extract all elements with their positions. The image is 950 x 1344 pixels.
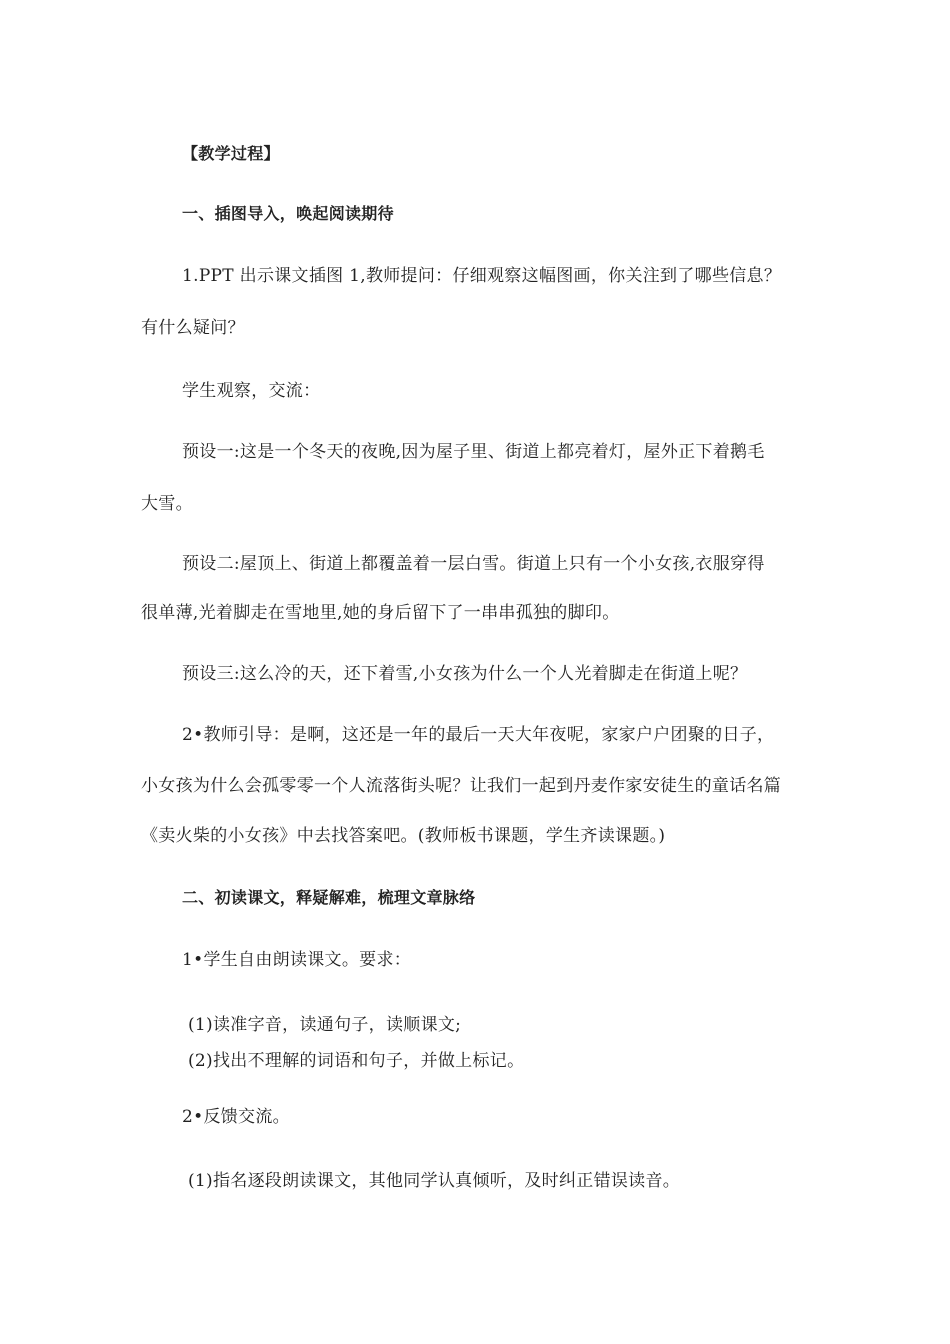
part2-requirement2: (2)找出不理解的词语和句子，并做上标记。 bbox=[188, 1051, 525, 1071]
part1-paragraph2: 学生观察，交流： bbox=[182, 381, 321, 401]
part1-paragraph3-line2: 大雪。 bbox=[141, 494, 193, 514]
part1-heading: 一、插图导入，唤起阅读期待 bbox=[182, 204, 394, 223]
part1-paragraph6-line2: 小女孩为什么会孤零零一个人流落街头呢？让我们一起到丹麦作家安徒生的童话名篇 bbox=[141, 776, 782, 796]
part2-paragraph3: (1)指名逐段朗读课文，其他同学认真倾听，及时纠正错误读音。 bbox=[188, 1171, 681, 1191]
part2-paragraph1: 1•学生自由朗读课文。要求： bbox=[182, 950, 412, 970]
part1-paragraph6-line1: 2•教师引导：是啊，这还是一年的最后一天大年夜呢，家家户户团聚的日子， bbox=[182, 725, 775, 745]
part1-paragraph4-line2: 很单薄,光着脚走在雪地里,她的身后留下了一串串孤独的脚印。 bbox=[141, 603, 620, 623]
part2-heading: 二、初读课文，释疑解难，梳理文章脉络 bbox=[182, 888, 476, 907]
part1-paragraph3-line1: 预设一:这是一个冬天的夜晚,因为屋子里、街道上都亮着灯，屋外正下着鹅毛 bbox=[182, 442, 765, 462]
part1-paragraph1-line2: 有什么疑问？ bbox=[141, 318, 245, 338]
part2-requirement1: (1)读准字音，读通句子，读顺课文; bbox=[188, 1015, 462, 1035]
part1-paragraph6-line3: 《卖火柴的小女孩》中去找答案吧。(教师板书课题，学生齐读课题。) bbox=[141, 826, 666, 846]
section-header: 【教学过程】 bbox=[182, 144, 280, 163]
part1-paragraph1-line1: 1.PPT 出示课文插图 1,教师提问：仔细观察这幅图画，你关注到了哪些信息？ bbox=[182, 266, 782, 286]
part1-paragraph5: 预设三:这么冷的天，还下着雪,小女孩为什么一个人光着脚走在街道上呢？ bbox=[182, 664, 748, 684]
part2-paragraph2: 2•反馈交流。 bbox=[182, 1107, 290, 1127]
part1-paragraph4-line1: 预设二:屋顶上、街道上都覆盖着一层白雪。街道上只有一个小女孩,衣服穿得 bbox=[182, 554, 765, 574]
